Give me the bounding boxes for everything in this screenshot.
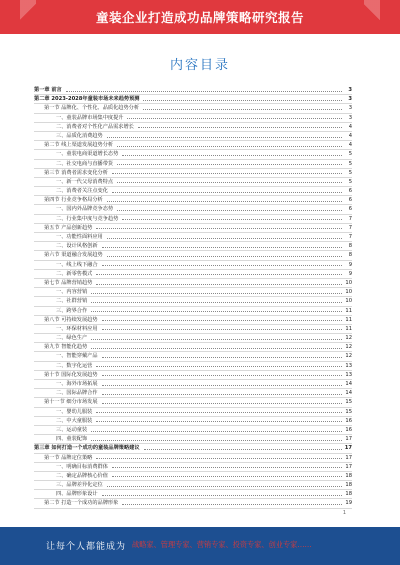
toc-entry[interactable] [34,334,352,343]
toc-leader-dots [91,293,342,294]
toc-leader-dots [91,302,342,303]
toc-entry-title: 二、行业集中度与竞争趋势 [56,215,119,222]
toc-entry[interactable] [34,352,352,361]
toc-entry[interactable] [34,270,352,279]
toc-entry[interactable] [34,187,352,196]
toc-entry-page: 18 [345,472,352,479]
toc-leader-dots [96,412,342,413]
toc-entry[interactable] [34,205,352,214]
toc-entry-page: 5 [348,151,352,158]
toc-entry-title: 一、线上线下融合 [56,261,98,268]
toc-leader-dots [117,182,342,183]
toc-entry-title: 二、中大童服装 [56,417,93,424]
toc-entry-page: 3 [348,114,352,121]
toc-entry-page: 8 [348,243,352,250]
toc-leader-dots [112,476,342,477]
toc-entry-title: 四、童装配饰 [56,436,88,443]
toc-entry[interactable] [34,123,352,132]
toc-entry-page: 7 [348,234,352,240]
report-header [0,0,400,34]
toc-entry-title: 四、品牌形象设计 [56,491,98,498]
toc-entry-page: 4 [348,123,352,130]
toc-entry-title: 二、设计风格创新 [56,243,98,250]
toc-entry-title: 一、婴幼儿服装 [56,408,93,415]
toc-entry-page: 17 [345,463,352,470]
toc-entry-title: 一、明确目标消费群体 [56,463,108,470]
toc-leader-dots [107,201,342,202]
toc-entry-page: 13 [345,362,352,369]
toc-entry-page: 19 [345,500,352,507]
toc-entry-title: 第一节 品牌定位策略 [44,454,93,461]
toc-entry-title: 第一节 品牌化、个性化、品质化趋势分析 [44,105,140,112]
toc-entry[interactable] [34,141,352,150]
toc-leader-dots [102,329,342,330]
toc-leader-dots [102,375,342,376]
toc-entry-page: 7 [348,215,352,222]
toc-leader-dots [112,467,342,468]
toc-entry[interactable] [34,288,352,297]
toc-entry-page: 4 [348,142,352,149]
toc-leader-dots [91,440,342,441]
toc-entry-title: 三、运动童装 [56,426,88,433]
toc-entry-title: 第二节 打造一个成功的品牌形象 [44,500,119,507]
toc-entry[interactable] [34,472,352,481]
footer-slogan: 战略家、管理专家、营销专家、投资专家、创业专家…… [132,540,312,549]
toc-entry-page: 15 [345,399,352,406]
toc-leader-dots [117,210,342,211]
toc-leader-dots [102,403,342,404]
toc-entry[interactable] [34,389,352,398]
toc-entry-title: 一、国内外品牌竞争态势 [56,206,114,213]
toc-entry[interactable] [34,242,352,251]
toc-heading: 内容目录 [169,58,230,73]
toc-leader-dots [102,495,342,496]
toc-entry-page: 11 [345,316,352,323]
toc-entry-title: 三、跨界合作 [56,307,88,314]
toc-entry-title: 一、功能性面料应用 [56,234,103,240]
toc-entry-title: 二、数字化运营 [56,362,93,369]
toc-entry[interactable] [34,104,352,113]
toc-leader-dots [66,91,342,92]
toc-entry-page: 10 [345,298,352,305]
toc-entry-page: 3 [348,105,352,112]
toc-leader-dots [102,357,342,358]
toc-entry[interactable] [34,343,352,352]
toc-entry[interactable] [34,490,352,499]
toc-entry-title: 一、童装品牌市场集中度提升 [56,114,124,121]
toc-entry-title: 第九节 智能化趋势 [44,344,88,351]
toc-entry[interactable] [34,444,352,453]
toc-entry[interactable] [34,362,352,371]
toc-entry-page: 14 [345,381,352,387]
toc-entry-page: 6 [348,188,352,195]
toc-entry-page: 5 [348,178,352,185]
toc-entry-page: 12 [345,344,352,351]
toc-entry-page: 11 [345,325,352,332]
footer-brand-text: 让每个人都能成为 [46,542,127,552]
toc-entry[interactable] [34,398,352,407]
toc-entry-title: 第二节 线上渠道发展趋势分析 [44,142,114,149]
toc-entry-page: 5 [348,160,352,167]
toc-leader-dots [96,228,342,229]
toc-leader-dots [91,311,342,312]
toc-entry[interactable] [34,114,352,123]
toc-entry-title: 二、绿色生产 [56,335,88,342]
toc-entry-page: 7 [348,224,352,231]
toc-entry[interactable] [34,297,352,306]
toc-entry-page: 17 [345,436,352,443]
toc-leader-dots [91,348,342,349]
toc-entry[interactable] [34,215,352,224]
toc-entry-title: 一、环保材料应用 [56,325,98,332]
toc-entry-title: 二、消费者关注点变化 [56,188,108,195]
toc-entry[interactable] [34,307,352,316]
toc-entry[interactable] [34,196,352,205]
toc-entry-title: 一、海外市场拓展 [56,381,98,387]
toc-entry[interactable] [34,408,352,417]
toc-leader-dots [102,247,342,248]
toc-entry[interactable] [34,160,352,169]
toc-entry-title: 一、智能穿戴产品 [56,353,98,360]
toc-entry-page: 3 [348,96,352,103]
toc-entry-title: 第五节 产品创新趋势 [44,224,93,231]
toc-entry-page: 4 [348,132,352,139]
toc-leader-dots [107,486,342,487]
toc-entry-title: 第六节 渠道融合发展趋势 [44,252,103,259]
toc-entry-title: 二、社交电商与直播带货 [56,160,114,167]
toc-entry-page: 11 [345,307,352,314]
toc-entry[interactable] [34,261,352,270]
page-number: 1 [342,510,346,516]
toc-entry-page: 13 [345,371,352,378]
toc-leader-dots [143,100,342,101]
toc-entry-page: 18 [345,491,352,498]
toc-leader-dots [102,320,342,321]
toc-entry-page: 8 [348,252,352,259]
toc-entry[interactable] [34,481,352,490]
toc-entry[interactable] [34,178,352,187]
toc-entry[interactable] [34,426,352,435]
toc-leader-dots [102,394,342,395]
toc-entry-page: 6 [348,206,352,213]
toc-entry-title: 第十节 国际化发展趋势 [44,371,98,378]
report-title: 童装企业打造成功品牌策略研究报告 [95,10,304,25]
toc-leader-dots [112,192,342,193]
toc-leader-dots [96,421,342,422]
toc-entry-title: 第三节 消费者需求变化分析 [44,169,108,176]
toc-leader-dots [138,127,342,128]
toc-leader-dots [144,449,342,450]
toc-entry-title: 三、品质化消费趋势 [56,132,103,139]
toc-entry-title: 第七节 品牌营销趋势 [44,279,93,286]
toc-entry-page: 9 [348,261,352,268]
toc-entry[interactable] [34,233,352,242]
toc-entry[interactable] [34,150,352,159]
toc-entry[interactable] [34,380,352,389]
toc-leader-dots [122,504,342,505]
toc-entry-page: 12 [345,353,352,360]
toc-entry-page: 12 [345,335,352,342]
toc-entry-title: 三、品牌差异化定位 [56,482,103,489]
toc-entry-page: 10 [345,279,352,286]
toc-entry-page: 16 [345,417,352,424]
toc-entry[interactable] [34,463,352,472]
toc-entry[interactable] [34,454,352,463]
toc-leader-dots [107,238,342,239]
toc-leader-dots [107,137,342,138]
toc-entry-page: 5 [348,169,352,176]
toc-entry[interactable] [34,325,352,334]
toc-entry-title: 一、新一代父母消费特点 [56,178,114,185]
toc-entry[interactable] [34,95,352,104]
toc-entry-title: 二、社群营销 [56,298,88,305]
toc-entry-title: 一、内容营销 [56,289,88,296]
toc-entry[interactable] [34,251,352,260]
toc-entry[interactable] [34,316,352,325]
toc-entry-title: 第十一节 细分市场发展 [44,399,98,406]
table-of-contents [34,86,352,509]
footer-banner [0,527,400,565]
toc-leader-dots [91,431,342,432]
toc-entry-page: 17 [344,445,352,452]
toc-entry-title: 一、童装电商渠道增长态势 [56,151,119,158]
toc-leader-dots [102,385,342,386]
toc-leader-dots [96,284,342,285]
toc-leader-dots [96,458,342,459]
toc-leader-dots [96,274,342,275]
toc-entry-title: 二、国际品牌合作 [56,390,98,397]
toc-entry[interactable] [34,224,352,233]
toc-entry[interactable] [34,132,352,141]
toc-entry[interactable] [34,169,352,178]
toc-leader-dots [117,164,342,165]
toc-entry-page: 18 [345,482,352,489]
toc-entry-page: 10 [345,289,352,296]
toc-leader-dots [127,118,342,119]
toc-leader-dots [122,155,342,156]
toc-entry-page: 6 [348,197,352,204]
toc-entry[interactable] [34,371,352,380]
toc-entry-title: 第二章 2023-2028年童装市场未来趋势预测 [34,96,140,103]
toc-leader-dots [117,146,342,147]
toc-entry[interactable] [34,86,352,95]
toc-entry-page: 14 [345,390,352,397]
toc-leader-dots [143,109,342,110]
header-decoration-right [364,0,380,34]
toc-leader-dots [107,256,342,257]
toc-entry[interactable] [34,279,352,288]
toc-entry-title: 二、确定品牌核心价值 [56,472,108,479]
toc-entry-page: 16 [345,426,352,433]
toc-leader-dots [102,265,342,266]
toc-entry-page: 3 [348,87,352,93]
toc-entry-page: 15 [345,408,352,415]
toc-entry-page: 9 [348,270,352,277]
toc-leader-dots [96,366,342,367]
toc-entry-title: 第一章 前言 [34,87,62,93]
toc-leader-dots [112,173,342,174]
toc-entry-title: 二、消费者对个性化产品需求增长 [56,123,134,130]
toc-entry-title: 第八节 可持续发展趋势 [44,316,98,323]
toc-entry-title: 第三章 如何打造一个成功的童装品牌策略建议 [34,445,140,452]
toc-entry[interactable] [34,499,352,508]
toc-entry[interactable] [34,417,352,426]
toc-leader-dots [122,219,342,220]
toc-entry-page: 17 [345,454,352,461]
toc-entry-title: 二、新零售模式 [56,270,93,277]
toc-entry-title: 第四节 行业竞争格局分析 [44,197,103,204]
toc-leader-dots [91,339,342,340]
toc-entry[interactable] [34,435,352,444]
